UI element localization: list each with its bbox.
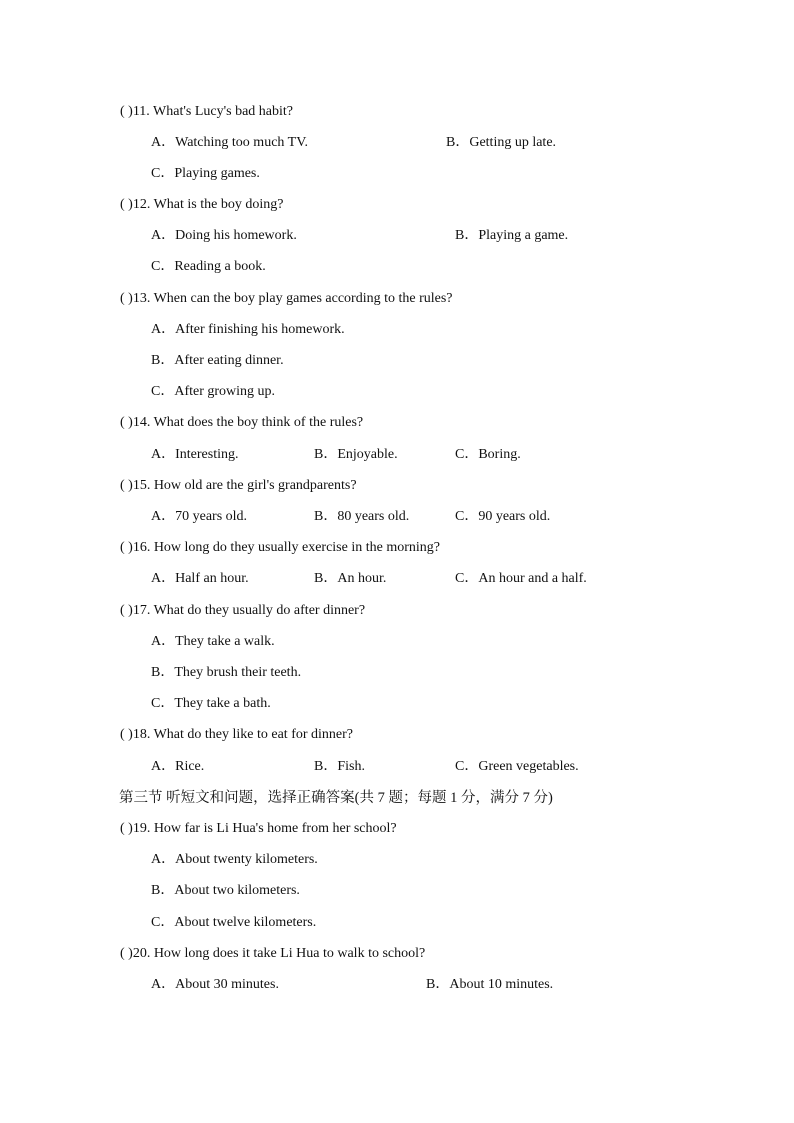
question-17-option-c: C．They take a bath.	[151, 696, 271, 711]
section-3-heading: 第三节 听短文和问题，选择正确答案(共 7 题；每题 1 分，满分 7 分)	[119, 790, 553, 806]
question-16-option-c: C．An hour and a half.	[455, 571, 587, 586]
question-18-option-a: A．Rice.	[151, 759, 205, 774]
question-20-stem: ( )20. How long does it take Li Hua to walk to school?	[120, 946, 426, 961]
question-13-stem: ( )13. When can the boy play games according to the rules?	[120, 291, 453, 306]
question-19-stem: ( )19. How far is Li Hua's home from her school?	[120, 821, 397, 836]
question-15-option-c: C．90 years old.	[455, 509, 551, 524]
question-19-option-b: B．About two kilometers.	[151, 883, 300, 898]
question-19-option-c: C．About twelve kilometers.	[151, 915, 317, 930]
question-15-option-b: B．80 years old.	[314, 509, 410, 524]
question-17-stem: ( )17. What do they usually do after dinner?	[120, 603, 366, 618]
question-17-option-a: A．They take a walk.	[151, 634, 275, 649]
question-11-stem: ( )11. What's Lucy's bad habit?	[120, 104, 293, 119]
question-14-option-b: B．Enjoyable.	[314, 447, 398, 462]
question-19-option-a: A．About twenty kilometers.	[151, 852, 318, 867]
question-12-stem: ( )12. What is the boy doing?	[120, 197, 284, 212]
question-13-option-a: A．After finishing his homework.	[151, 322, 345, 337]
question-18-option-c: C．Green vegetables.	[455, 759, 579, 774]
question-18-option-b: B．Fish.	[314, 759, 365, 774]
question-11-option-c: C．Playing games.	[151, 166, 260, 181]
question-12-option-b: B．Playing a game.	[455, 228, 569, 243]
question-11-option-b: B．Getting up late.	[446, 135, 557, 150]
question-14-option-a: A．Interesting.	[151, 447, 239, 462]
question-15-stem: ( )15. How old are the girl's grandparents?	[120, 478, 357, 493]
question-11-option-a: A．Watching too much TV.	[151, 135, 309, 150]
question-12-option-c: C．Reading a book.	[151, 259, 266, 274]
question-13-option-c: C．After growing up.	[151, 384, 276, 399]
question-20-option-a: A．About 30 minutes.	[151, 977, 279, 992]
question-16-stem: ( )16. How long do they usually exercise in the morning?	[120, 540, 440, 555]
question-14-option-c: C．Boring.	[455, 447, 521, 462]
question-17-option-b: B．They brush their teeth.	[151, 665, 302, 680]
question-13-option-b: B．After eating dinner.	[151, 353, 284, 368]
question-16-option-a: A．Half an hour.	[151, 571, 249, 586]
question-14-stem: ( )14. What does the boy think of the rules?	[120, 415, 364, 430]
question-20-option-b: B．About 10 minutes.	[426, 977, 554, 992]
question-16-option-b: B．An hour.	[314, 571, 387, 586]
question-12-option-a: A．Doing his homework.	[151, 228, 297, 243]
question-18-stem: ( )18. What do they like to eat for dinner?	[120, 727, 353, 742]
question-15-option-a: A．70 years old.	[151, 509, 248, 524]
